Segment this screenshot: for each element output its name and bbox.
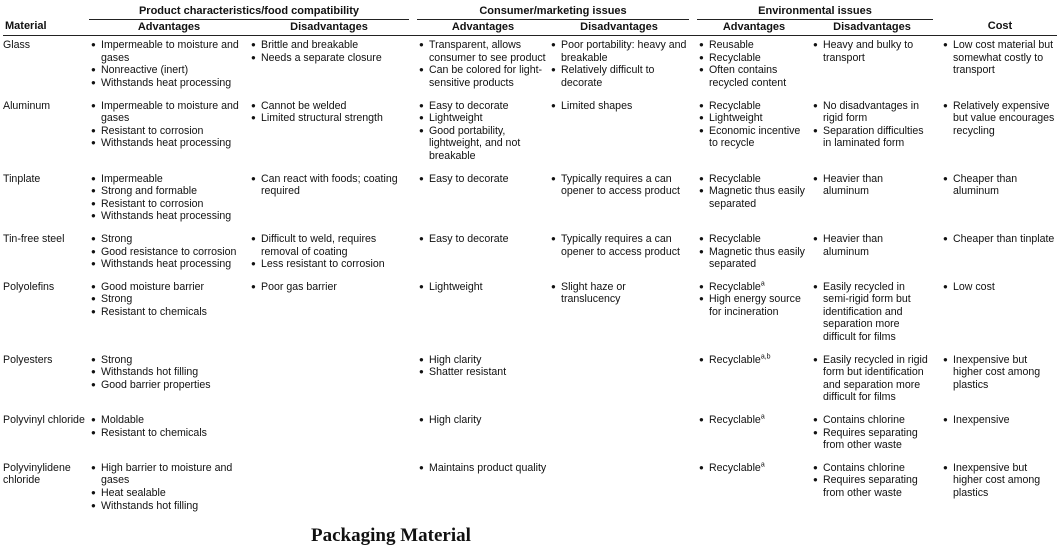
product-advantages-cell [89, 36, 249, 100]
environmental-advantages-cell [697, 100, 811, 173]
bullet-item: ● Can react with foods; coating required [251, 173, 407, 198]
table-body [3, 36, 1057, 523]
bullet-item: ● Contains chlorine [813, 414, 931, 427]
bullet-list [551, 39, 687, 89]
environmental-advantages-cell [697, 233, 811, 281]
environmental-disadvantages-cell [811, 100, 933, 173]
material-cell: Tinplate [3, 172, 41, 185]
table-row [3, 281, 1057, 354]
table-row [3, 100, 1057, 173]
bullet-item: ● Withstands hot filling [91, 366, 247, 379]
cost-cell [941, 100, 1057, 173]
bullet-list [251, 100, 407, 125]
bullet-list [251, 39, 407, 64]
consumer-advantages-cell [417, 414, 549, 462]
bullet-text: Recyclable [709, 414, 761, 427]
product-advantages-cell [89, 100, 249, 173]
bullet-item [699, 281, 809, 294]
bullet-list [699, 233, 809, 271]
bullet-list [699, 173, 809, 211]
product-disadvantages-cell [249, 233, 409, 281]
consumer-disadvantages-cell [549, 414, 689, 462]
product-advantages-cell [89, 462, 249, 522]
figure-caption: Packaging Material [311, 525, 471, 546]
table-row [3, 462, 1057, 522]
bullet-item: ● Impermeable to moisture and gases [91, 100, 247, 125]
bullet-list [699, 100, 809, 150]
environmental-advantages-cell [697, 281, 811, 354]
bullet-item: ● Impermeable [91, 173, 247, 186]
column-header-product-advantages: Advantages [89, 19, 249, 36]
bullet-item: ● Strong [91, 233, 247, 246]
bullet-item: ● Heavy and bulky to transport [813, 39, 931, 64]
bullet-item: ● High clarity [419, 414, 547, 427]
bullet-list [251, 281, 407, 294]
environmental-advantages-cell [697, 462, 811, 522]
bullet-list [699, 414, 809, 427]
cost-cell [941, 281, 1057, 354]
bullet-list [551, 233, 687, 258]
footnote-marker: a,b [760, 353, 771, 361]
bullet-item: ● Limited shapes [551, 100, 687, 113]
environmental-disadvantages-cell [811, 173, 933, 233]
bullet-item: ● High energy source for incineration [699, 293, 809, 318]
bullet-text: Recyclable [709, 353, 761, 366]
group-header-environmental: Environmental issues [697, 4, 933, 19]
bullet-item: ● Strong [91, 293, 247, 306]
consumer-disadvantages-cell [549, 100, 689, 173]
bullet-item: ● Withstands heat processing [91, 210, 247, 223]
bullet-item: ● Recyclable [699, 100, 809, 113]
product-advantages-cell [89, 281, 249, 354]
cost-cell [941, 233, 1057, 281]
bullet-list [699, 39, 809, 89]
bullet-list [813, 354, 931, 404]
bullet-item: ● Inexpensive but higher cost among plastics [943, 354, 1057, 392]
bullet-list [419, 354, 547, 379]
bullet-item: ● Recyclable [699, 52, 809, 65]
bullet-item: ● Shatter resistant [419, 366, 547, 379]
bullet-item: ● Good moisture barrier [91, 281, 247, 294]
bullet-item: ● Cheaper than tinplate [943, 233, 1057, 246]
bullet-list [91, 39, 247, 89]
bullet-item: ● Transparent, allows consumer to see product [419, 39, 547, 64]
bullet-item: ● Contains chlorine [813, 462, 931, 475]
bullet-item: ● Brittle and breakable [251, 39, 407, 52]
material-cell: Glass [3, 39, 31, 52]
product-disadvantages-cell [249, 354, 409, 414]
table-row [3, 173, 1057, 233]
bullet-list [943, 462, 1057, 500]
bullet-list [551, 281, 687, 306]
bullet-list [551, 100, 687, 113]
cost-cell [941, 36, 1057, 100]
bullet-item: ● Good barrier properties [91, 379, 247, 392]
material-cell: Polyesters [3, 353, 53, 366]
consumer-disadvantages-cell [549, 36, 689, 100]
bullet-item: ● Good portability, lightweight, and not breakable [419, 125, 547, 163]
bullet-item: ● Can be colored for light-sensitive products [419, 64, 547, 89]
bullet-item: ● Relatively difficult to decorate [551, 64, 687, 89]
bullet-item: ● Easy to decorate [419, 233, 547, 246]
bullet-list [91, 100, 247, 150]
bullet-list [419, 173, 547, 186]
product-advantages-cell [89, 233, 249, 281]
product-disadvantages-cell [249, 36, 409, 100]
bullet-item [699, 354, 809, 367]
consumer-disadvantages-cell [549, 354, 689, 414]
product-disadvantages-cell [249, 414, 409, 462]
bullet-list [251, 173, 407, 198]
bullet-item: ● Strong [91, 354, 247, 367]
bullet-item [699, 414, 809, 427]
column-header-product-disadvantages: Disadvantages [249, 19, 409, 36]
bullet-list [419, 233, 547, 246]
bullet-item: ● Lightweight [699, 112, 809, 125]
bullet-item: ● Withstands heat processing [91, 137, 247, 150]
bullet-item: ● Inexpensive but higher cost among plastics [943, 462, 1057, 500]
bullet-list [91, 354, 247, 392]
bullet-list [813, 39, 931, 64]
group-header-product: Product characteristics/food compatibility [89, 4, 409, 19]
table-row [3, 233, 1057, 281]
consumer-advantages-cell [417, 354, 549, 414]
bullet-list [943, 173, 1057, 198]
bullet-item: ● Impermeable to moisture and gases [91, 39, 247, 64]
footnote-marker: a [760, 461, 765, 469]
product-advantages-cell [89, 354, 249, 414]
bullet-list [943, 39, 1057, 77]
column-header-environmental-disadvantages: Disadvantages [811, 19, 933, 36]
bullet-item: ● Cannot be welded [251, 100, 407, 113]
bullet-list [943, 100, 1057, 138]
bullet-item: ● Easy to decorate [419, 100, 547, 113]
bullet-item: ● Cheaper than aluminum [943, 173, 1057, 198]
bullet-item: ● Reusable [699, 39, 809, 52]
bullet-item: ● Withstands hot filling [91, 500, 247, 513]
bullet-list [91, 173, 247, 223]
environmental-advantages-cell [697, 414, 811, 462]
bullet-list [943, 233, 1057, 246]
environmental-advantages-cell [697, 173, 811, 233]
environmental-disadvantages-cell [811, 36, 933, 100]
consumer-advantages-cell [417, 36, 549, 100]
bullet-item [699, 462, 809, 475]
group-header-row [3, 4, 1057, 19]
product-disadvantages-cell [249, 100, 409, 173]
bullet-list [419, 462, 547, 475]
product-disadvantages-cell [249, 173, 409, 233]
column-header-environmental-advantages: Advantages [697, 19, 811, 36]
consumer-advantages-cell [417, 173, 549, 233]
bullet-list [419, 39, 547, 89]
bullet-item: ● Low cost material but somewhat costly to transport [943, 39, 1057, 77]
column-header-material: Material [3, 19, 89, 36]
product-advantages-cell [89, 414, 249, 462]
footnote-marker: a [760, 280, 765, 288]
bullet-list [419, 414, 547, 427]
consumer-advantages-cell [417, 100, 549, 173]
table-row [3, 354, 1057, 414]
environmental-disadvantages-cell [811, 414, 933, 462]
bullet-list [813, 100, 931, 150]
bullet-list [91, 462, 247, 512]
bullet-list [251, 233, 407, 271]
environmental-advantages-cell [697, 354, 811, 414]
bullet-item: ● Separation difficulties in laminated form [813, 125, 931, 150]
bullet-item: ● Resistant to chemicals [91, 427, 247, 440]
footnote-marker: a [760, 413, 765, 421]
bullet-item: ● Easily recycled in rigid form but identification and separation more difficult for films [813, 354, 931, 404]
bullet-item: ● Requires separating from other waste [813, 427, 931, 452]
column-header-consumer-advantages: Advantages [417, 19, 549, 36]
bullet-item: ● Resistant to chemicals [91, 306, 247, 319]
bullet-item: ● Heavier than aluminum [813, 233, 931, 258]
bullet-list [813, 173, 931, 198]
environmental-disadvantages-cell [811, 354, 933, 414]
bullet-item: ● Nonreactive (inert) [91, 64, 247, 77]
material-cell: Aluminum [3, 99, 51, 112]
bullet-item: ● Difficult to weld, requires removal of coating [251, 233, 407, 258]
bullet-item: ● Limited structural strength [251, 112, 407, 125]
bullet-item: ● Withstands heat processing [91, 77, 247, 90]
environmental-disadvantages-cell [811, 233, 933, 281]
bullet-text: Recyclable [709, 280, 761, 293]
bullet-item: ● Lightweight [419, 112, 547, 125]
material-cell: Polyolefins [3, 280, 55, 293]
bullet-item: ● High barrier to moisture and gases [91, 462, 247, 487]
cost-cell [941, 414, 1057, 462]
bullet-item: ● High clarity [419, 354, 547, 367]
bullet-list [699, 354, 809, 367]
bullet-item: ● Less resistant to corrosion [251, 258, 407, 271]
bullet-list [813, 462, 931, 500]
bullet-item: ● Low cost [943, 281, 1057, 294]
product-disadvantages-cell [249, 462, 409, 522]
bullet-list [943, 414, 1057, 427]
product-disadvantages-cell [249, 281, 409, 354]
cost-cell [941, 354, 1057, 414]
bullet-list [419, 281, 547, 294]
bullet-item: ● Poor gas barrier [251, 281, 407, 294]
consumer-advantages-cell [417, 281, 549, 354]
bullet-list [91, 233, 247, 271]
bullet-item: ● Resistant to corrosion [91, 125, 247, 138]
bullet-list [419, 100, 547, 163]
bullet-item: ● Recyclable [699, 173, 809, 186]
group-header-consumer: Consumer/marketing issues [417, 4, 689, 19]
column-header-row [3, 19, 1057, 36]
bullet-item: ● Poor portability: heavy and breakable [551, 39, 687, 64]
bullet-item: ● Good resistance to corrosion [91, 246, 247, 259]
bullet-item: ● Relatively expensive but value encourages recycling [943, 100, 1057, 138]
bullet-item: ● Slight haze or translucency [551, 281, 687, 306]
consumer-advantages-cell [417, 462, 549, 522]
material-cell: Tin-free steel [3, 232, 65, 245]
environmental-disadvantages-cell [811, 462, 933, 522]
bullet-item: ● Heat sealable [91, 487, 247, 500]
bullet-item: ● Strong and formable [91, 185, 247, 198]
material-cell: Polyvinyl chloride [3, 414, 85, 427]
bullet-list [813, 281, 931, 344]
consumer-disadvantages-cell [549, 173, 689, 233]
bullet-item: ● Economic incentive to recycle [699, 125, 809, 150]
bullet-list [91, 281, 247, 319]
bullet-list [943, 281, 1057, 294]
table-row [3, 36, 1057, 100]
consumer-disadvantages-cell [549, 281, 689, 354]
bullet-list [699, 281, 809, 319]
cost-cell [941, 173, 1057, 233]
bullet-item: ● Inexpensive [943, 414, 1057, 427]
bullet-item: ● Magnetic thus easily separated [699, 185, 809, 210]
bullet-list [813, 233, 931, 258]
bullet-item: ● Typically requires a can opener to access product [551, 173, 687, 198]
bullet-item: ● Heavier than aluminum [813, 173, 931, 198]
material-cell: Polyvinylidene chloride [3, 461, 71, 487]
bullet-item: ● Moldable [91, 414, 247, 427]
column-header-cost: Cost [941, 19, 1057, 36]
consumer-disadvantages-cell [549, 462, 689, 522]
bullet-item: ● Often contains recycled content [699, 64, 809, 89]
bullet-item: ● Recyclable [699, 233, 809, 246]
bullet-list [813, 414, 931, 452]
consumer-advantages-cell [417, 233, 549, 281]
bullet-item: ● Withstands heat processing [91, 258, 247, 271]
table-row [3, 414, 1057, 462]
product-advantages-cell [89, 173, 249, 233]
bullet-item: ● Maintains product quality [419, 462, 547, 475]
environmental-advantages-cell [697, 36, 811, 100]
bullet-item: ● Easily recycled in semi-rigid form but identification and separation more difficult for films [813, 281, 931, 344]
bullet-list [91, 414, 247, 439]
bullet-item: ● No disadvantages in rigid form [813, 100, 931, 125]
bullet-item: ● Lightweight [419, 281, 547, 294]
bullet-text: Recyclable [709, 461, 761, 474]
column-header-consumer-disadvantages: Disadvantages [549, 19, 689, 36]
bullet-list [943, 354, 1057, 392]
bullet-item: ● Typically requires a can opener to access product [551, 233, 687, 258]
cost-cell [941, 462, 1057, 522]
bullet-list [551, 173, 687, 198]
bullet-item: ● Resistant to corrosion [91, 198, 247, 211]
bullet-item: ● Needs a separate closure [251, 52, 407, 65]
environmental-disadvantages-cell [811, 281, 933, 354]
bullet-item: ● Easy to decorate [419, 173, 547, 186]
bullet-item: ● Magnetic thus easily separated [699, 246, 809, 271]
bullet-list [699, 462, 809, 475]
bullet-item: ● Requires separating from other waste [813, 474, 931, 499]
packaging-comparison-table [3, 4, 1057, 522]
consumer-disadvantages-cell [549, 233, 689, 281]
